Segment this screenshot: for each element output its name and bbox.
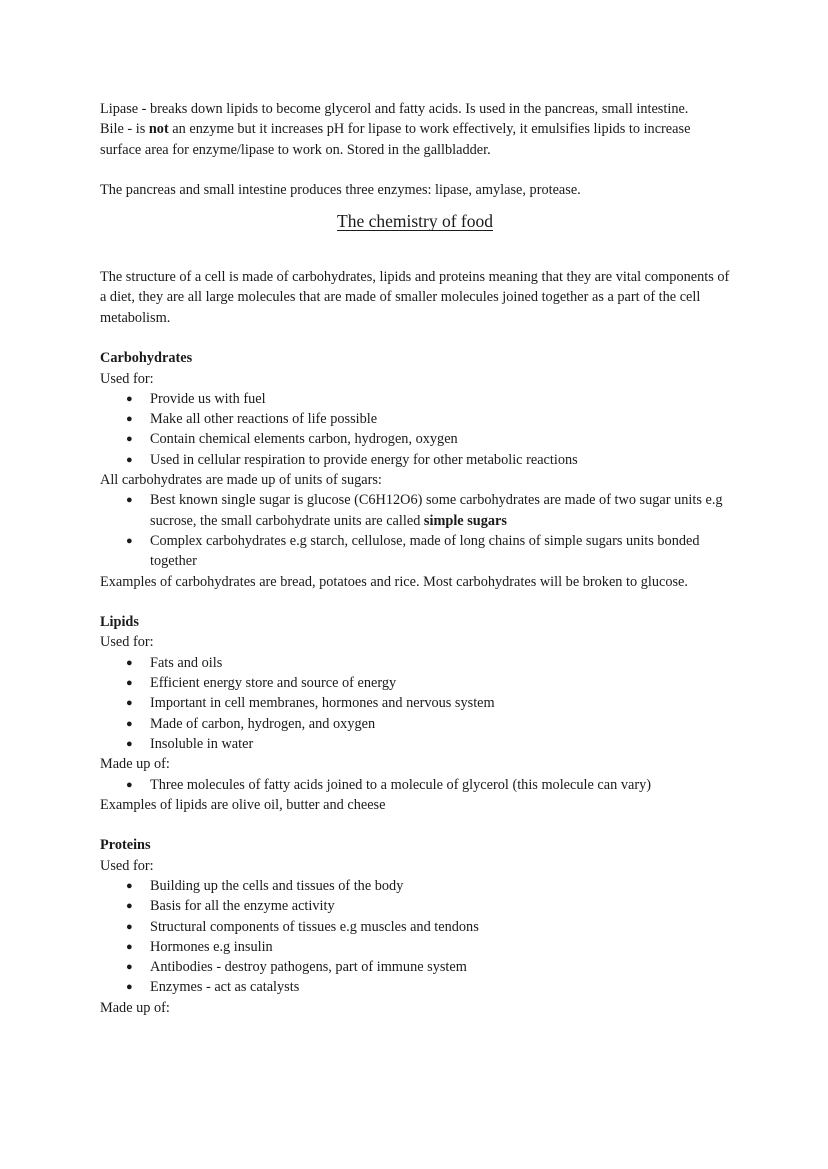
proteins-heading: Proteins [100,837,151,854]
section-title: The chemistry of food [337,211,493,232]
bullet-icon: ● [126,656,133,669]
list-item: ● Fats and oils [100,653,730,673]
proteins-made-of-label: Made up of: [100,999,170,1016]
list-item: ● Basis for all the enzyme activity [100,896,730,916]
bullet-icon: ● [126,433,133,446]
bullet-icon: ● [126,981,133,994]
list-item: ● Contain chemical elements carbon, hydrogen, oxygen [100,429,730,449]
bullet-icon: ● [126,737,133,750]
list-item: ● Important in cell membranes, hormones and nervous system [100,693,730,713]
lipids-made-of-list [100,775,730,795]
bile-paragraph: Bile - is not an enzyme but it increases pH for lipase to work effectively, it emulsifies lipids to increase surface area for enzyme/lipase to work on. Stored in the gallbladder. [100,121,691,158]
bullet-icon: ● [126,940,133,953]
list-item: ● Made of carbon, hydrogen, and oxygen [100,714,730,734]
bullet-icon: ● [126,697,133,710]
bold-not: not [148,121,169,138]
bullet-icon: ● [126,413,133,426]
lipids-made-of-label: Made up of: [100,756,170,773]
list-item: ● Complex carbohydrates e.g starch, cellulose, made of long chains of simple sugars units bonded together [126,532,700,570]
list-item: ● Best known single sugar is glucose (C6H12O6) some carbohydrates are made of two sugar units e.g sucrose, the small carbohydrate units are called simple sugars [126,492,723,529]
list-item: ● Three molecules of fatty acids joined to a molecule of glycerol (this molecule can vary) [100,775,730,795]
proteins-used-for-label: Used for: [100,857,154,874]
carbohydrates-used-for-label: Used for: [100,370,154,387]
list-item: ● Antibodies - destroy pathogens, part of immune system [100,957,730,977]
bullet-icon: ● [126,534,133,547]
list-item: ● Structural components of tissues e.g muscles and tendons [100,917,730,937]
bullet-icon: ● [126,879,133,892]
carbohydrates-made-of-label: All carbohydrates are made up of units of sugars: [100,472,382,489]
bullet-icon: ● [126,453,133,466]
bullet-icon: ● [126,717,133,730]
lipids-examples: Examples of lipids are olive oil, butter and cheese [100,796,386,813]
bullet-icon: ● [126,494,133,507]
bullet-icon: ● [126,392,133,405]
list-item: ● Insoluble in water [100,734,730,754]
list-item: ● Efficient energy store and source of energy [100,673,730,693]
cell-structure-paragraph: The structure of a cell is made of carbohydrates, lipids and proteins meaning that they are vital components of a diet, they are all large molecules that are made of smaller molecules joined together as a part of the cell metabolism. [100,269,730,326]
bullet-icon: ● [126,961,133,974]
document-page [100,99,730,1018]
pancreas-paragraph: The pancreas and small intestine produces three enzymes: lipase, amylase, protease. [100,182,581,199]
lipids-heading: Lipids [100,614,139,631]
list-item: ● Hormones e.g insulin [100,937,730,957]
lipase-paragraph: Lipase - breaks down lipids to become glycerol and fatty acids. Is used in the pancreas, small intestine. [100,101,689,117]
carbohydrates-heading: Carbohydrates [100,350,193,367]
list-item: ● Provide us with fuel [100,389,730,409]
bold-simple-sugars: simple sugars [423,512,507,529]
carbohydrates-examples: Examples of carbohydrates are bread, potatoes and rice. Most carbohydrates will be broken to glucose. [100,573,688,590]
bullet-icon: ● [126,677,133,690]
bullet-icon: ● [126,778,133,791]
carbohydrates-uses-list [100,389,730,470]
lipids-used-for-label: Used for: [100,634,154,651]
lipids-uses-list [100,653,730,754]
proteins-uses-list [100,876,730,998]
list-item: ● Used in cellular respiration to provide energy for other metabolic reactions [100,450,730,470]
list-item: ● Enzymes - act as catalysts [100,977,730,997]
bullet-icon: ● [126,900,133,913]
bullet-icon: ● [126,920,133,933]
carbohydrates-sugars-list [100,490,730,571]
list-item: ● Make all other reactions of life possible [100,409,730,429]
list-item: ● Building up the cells and tissues of the body [100,876,730,896]
